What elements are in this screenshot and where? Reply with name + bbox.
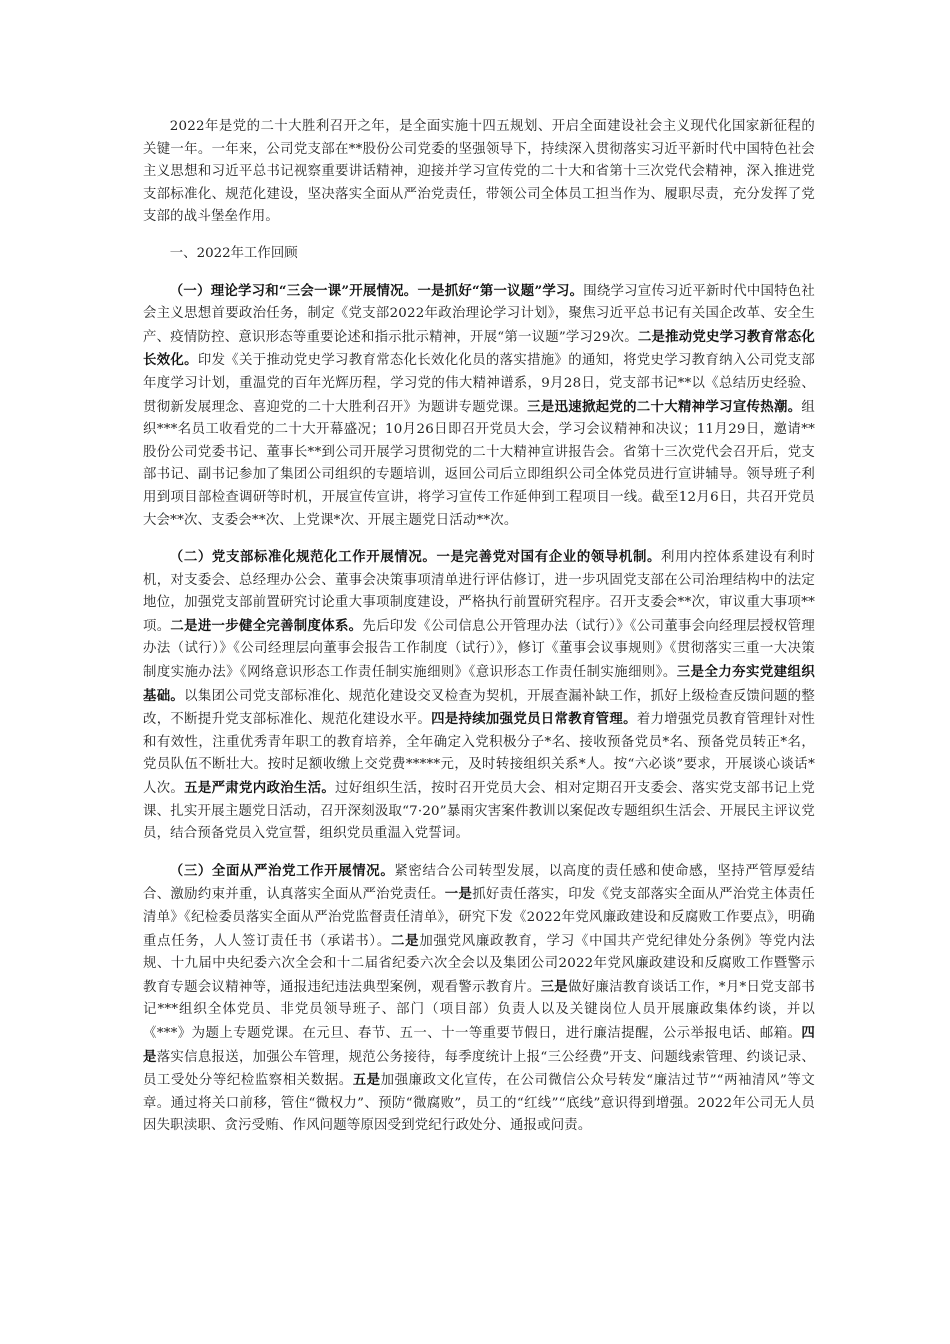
paragraph-party-discipline [143,860,815,1138]
body-text: 过好组织生活，按时召开党员大会、相对定期召开支委会、落实党支部书记上党课、扎实开展主题党日活动，召开深刻汲取“7·20”暴雨灾害案件教训以案促改专题组织生活会、开展民主评议党员，结合预备党员入党宣誓，组织党员重温入党誓词。 [143,781,815,842]
paragraph-title: （一）理论学习和“三会一课”开展情况。 [169,282,418,299]
body-text: 做好廉洁教育谈话工作，*月*日党支部书记***组织全体党员、非党员领导班子、部门（项目部）负责人以及关键岗位人员开展廉政集体约谈，并以《***》为题上专题党课。在元旦、春节、五一、十一等重要节假日，进行廉洁提醒，公示举报电话、邮箱。 [143,979,815,1041]
paragraph-theory-study [143,280,815,533]
body-text: 围绕学习宣传习近平新时代中国特色社会主义思想首要政治任务，制定《党支部2022年政治理论学习计划》，聚焦习近平总书记有关国企改革、安全生产、疫情防控、意识形态等重要论述和指示批示精神，开展“第一议题”学习29次。 [143,283,815,345]
key-point: 二是 [391,932,420,949]
body-text: 紧密结合公司转型发展，以高度的责任感和使命感，坚持严管厚爱结合、激励约束并重，认真落实全面从严治党责任。 [143,863,816,903]
key-point: 四是 [143,1024,815,1065]
intro-paragraph: 2022年是党的二十大胜利召开之年，是全面实施十四五规划、开启全面建设社会主义现代化国家新征程的关键一年。一年来，公司党支部在**股份公司党委的坚强领导下，持续深入贯彻落实习近平新时代中国特色社会主义思想和习近平总书记视察重要讲话精神，迎接并学习宣传党的二十大和省第十三次党代会精神，深入推进党支部标准化、规范化建设，坚决落实全面从严治党责任，带领公司全体员工担当作为、履职尽责，充分发挥了党支部的战斗堡垒作用。 [143,119,815,225]
body-text: 加强廉政文化宣传，在公司微信公众号转发“廉洁过节”“两袖清风”等文章。通过将关口前移，管住“微权力”、预防“微腐败”，员工的“红线”“底线”意识得到增强。2022年公司无人员因失职渎职、贪污受贿、作风问题等原因受到党纪行政处分、通报或问责。 [143,1073,816,1134]
key-point: 二是进一步健全完善制度体系。 [170,617,363,634]
key-point: 五是严肃党内政治生活。 [184,780,336,797]
key-point: 五是 [352,1072,381,1089]
document-page [143,116,815,1152]
key-point: 三是 [540,978,568,995]
key-point: 一是抓好“第一议题”学习。 [417,282,584,299]
key-point: 一是完善党对国有企业的领导机制。 [436,549,662,566]
body-text: 着力增强党员教育管理针对性和有效性，注重优秀青年职工的教育培养，全年确定入党积极分子*名、接收预备党员*名、预备党员转正*名，党员队伍不断壮大。按时足额收缴上交党费*****元，及时转接组织关系*人。按“六必谈”要求，开展谈心谈话*人次。 [143,712,816,797]
key-point: 四是持续加强党员日常教育管理。 [431,711,637,728]
body-text: 先后印发《公司信息公开管理办法（试行）》《公司董事会向经理层授权管理办法（试行）》《公司经理层向董事会报告工作制度（试行）》，修订《董事会议事规则》《贯彻落实三重一大决策制度实施办法》《网络意识形态工作责任制实施细则》《意识形态工作责任制实施细则》。 [143,618,815,681]
paragraph-title: （二）党支部标准化规范化工作开展情况。 [169,549,437,566]
body-text: 以集团公司党支部标准化、规范化建设交叉检查为契机，开展查漏补缺工作，抓好上级检查反馈问题的整改，不断提升党支部标准化、规范化建设水平。 [143,688,815,728]
paragraph-title: （三）全面从严治党工作开展情况。 [169,862,395,879]
body-text: 加强党风廉政教育，学习《中国共产党纪律处分条例》等党内法规、十九届中央纪委六次全会和十二届省纪委六次全会以及集团公司2022年党风廉政建设和反腐败工作暨警示教育专题会议精神等，通报违纪违法典型案例，观看警示教育片。 [143,933,815,995]
key-point: 一是 [444,886,473,903]
body-text: 落实信息报送，加强公车管理，规范公务接待，每季度统计上报“三公经费”开支、问题线索管理、约谈记录、员工受处分等纪检监察相关数据。 [143,1049,815,1089]
paragraph-standardization [143,546,815,846]
body-text: 利用内控体系建设有利时机，对支委会、总经理办公会、董事会决策事项清单进行评估修订，进一步巩固党支部在公司治理结构中的法定地位，加强党支部前置研究讨论重大事项制度建设，严格执行前置研究程序。召开支委会**次，审议重大事项**项。 [143,550,815,634]
key-point: 三是迅速掀起党的二十大精神学习宣传热潮。 [527,398,802,415]
body-text: 印发《关于推动党史学习教育常态化长效化化员的落实措施》的通知，将党史学习教育纳入公司党支部年度学习计划，重温党的百年光辉历程，学习党的伟大精神谱系，9月28日，党支部书记**以《总结历史经验、贯彻新发展理念、喜迎党的二十大胜利召开》为题讲专题党课。 [143,353,815,415]
section-heading: 一、2022年工作回顾 [169,245,298,261]
body-text: 抓好责任落实，印发《党支部落实全面从严治党主体责任清单》《纪检委员落实全面从严治党监督责任清单》，研究下发《2022年党风廉政建设和反腐败工作要点》，明确重点任务，人人签订责任书（承诺书）。 [143,887,815,949]
body-text: 组织***名员工收看党的二十大开幕盛况；10月26日即召开党员大会，学习会议精神和决议；11月29日，邀请**股份公司党委书记、董事长**到公司开展学习贯彻党的二十大精神宣讲报告会。省第十三次党代会召开后，党支部书记、副书记参加了集团公司组织的专题培训，返回公司后立即组织公司全体党员进行宣讲辅导。领导班子利用到项目部检查调研等时机，开展宣传宣讲，将学习宣传工作延伸到工程项目一线。截至12月6日，共召开党员大会**次、支委会**次、上党课*次、开展主题党日活动**次。 [143,399,816,528]
key-point: 二是推动党史学习教育常态化长效化。 [143,328,816,369]
key-point: 三是全力夯实党建组织基础。 [143,664,815,704]
